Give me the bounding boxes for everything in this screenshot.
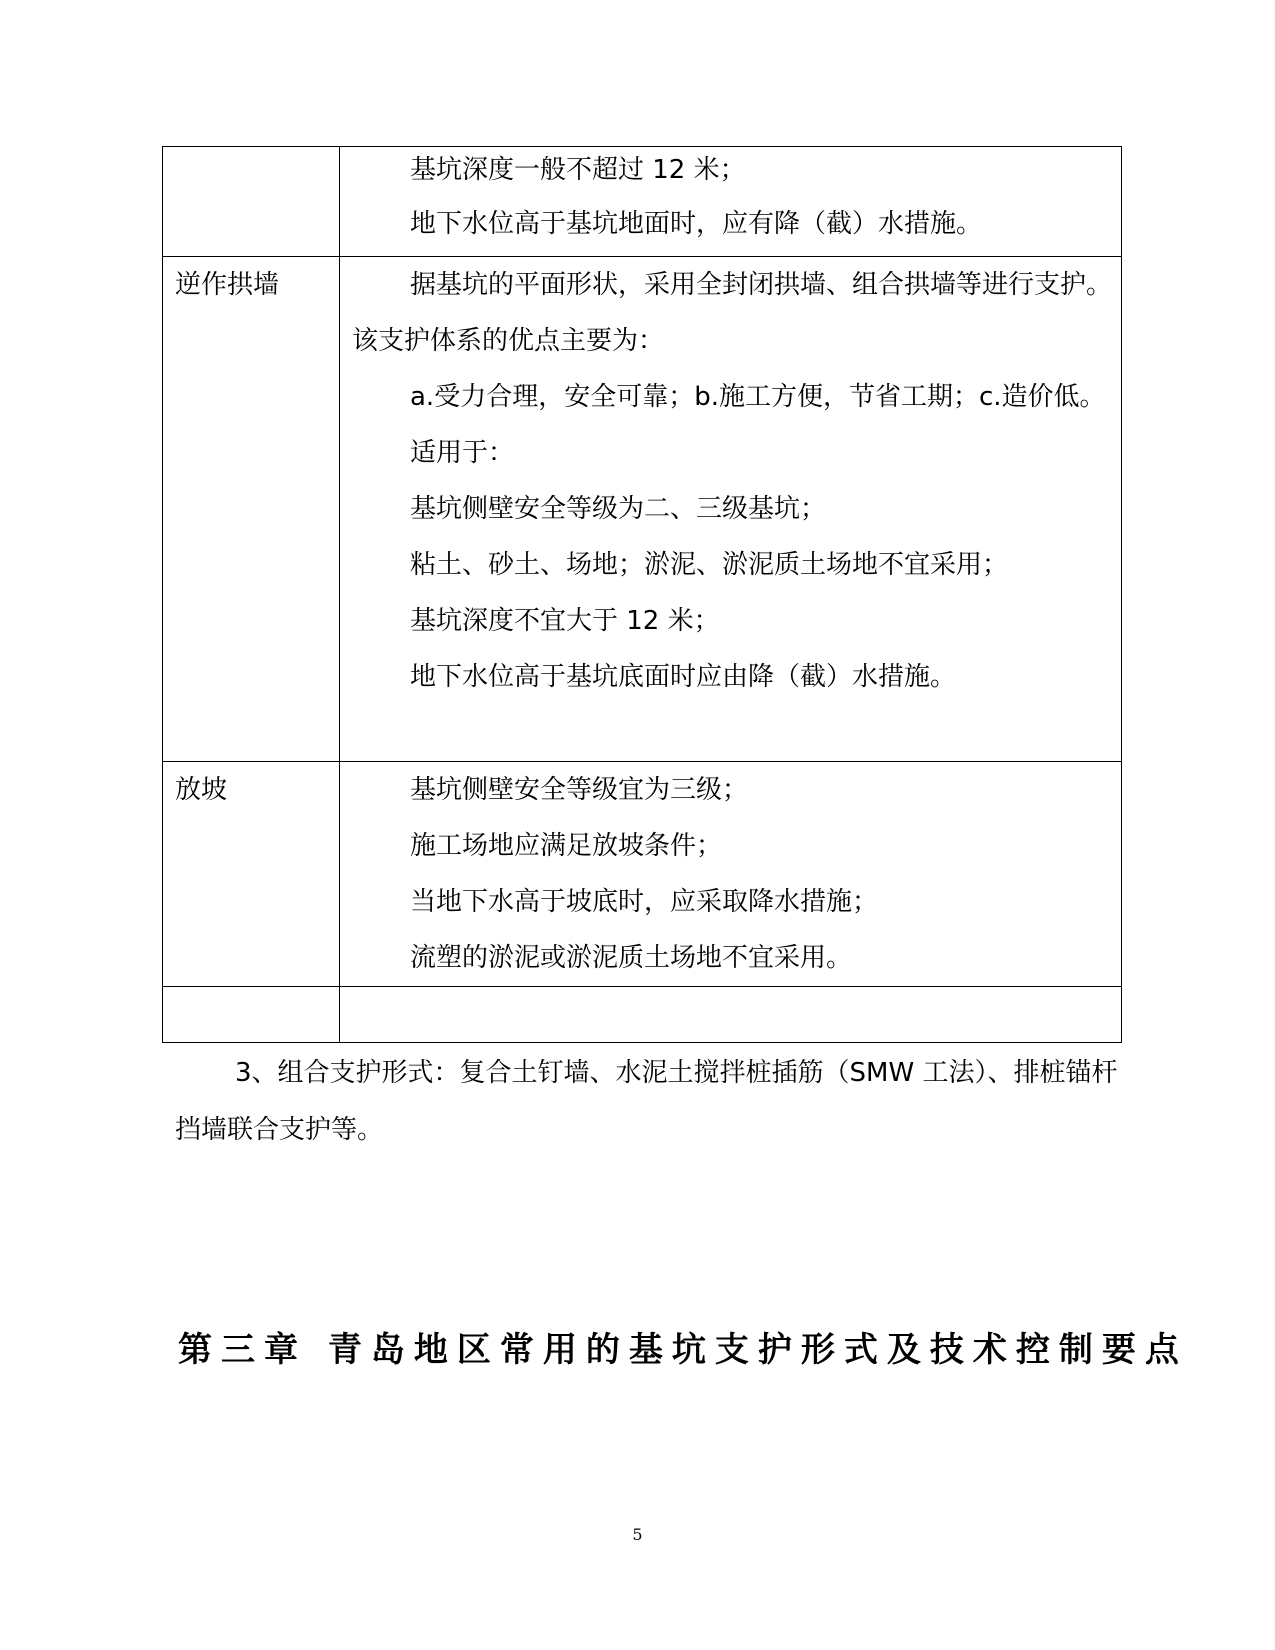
- description-line: 基坑深度不宜大于 12 米；: [410, 606, 720, 636]
- description-line: 当地下水高于坡底时，应采取降水措施；: [410, 887, 879, 917]
- support-type-cell: [163, 147, 340, 257]
- description-paragraph: a.受力合理，安全可靠；b.施工方便，节省工期；c.造价低。: [410, 382, 1106, 412]
- description-line: 施工场地应满足放坡条件；: [410, 831, 723, 861]
- page-number: 5: [632, 1525, 643, 1544]
- table-row: [163, 257, 1122, 762]
- table-row: [163, 762, 1122, 987]
- support-type-cell: 逆作拱墙: [163, 257, 340, 762]
- description-cell: [340, 147, 1122, 257]
- table-row: [163, 987, 1122, 1043]
- description-cell: [340, 257, 1122, 762]
- description-line: 地下水位高于基坑底面时应由降（截）水措施。: [410, 662, 957, 692]
- description-line: 粘土、砂土、场地；淤泥、淤泥质土场地不宜采用；: [410, 550, 1009, 580]
- description-line: 基坑侧壁安全等级宜为三级；: [410, 775, 749, 805]
- description-line: 基坑侧壁安全等级为二、三级基坑；: [410, 494, 827, 524]
- support-type-cell: 放坡: [163, 762, 340, 987]
- combined-support-paragraph: [175, 1045, 1125, 1159]
- support-forms-table: [162, 146, 1122, 1043]
- paragraph-text: 3、组合支护形式：复合土钉墙、水泥土搅拌桩插筋（SMW 工法）、排桩锚杆挡墙联合支护等。: [175, 1058, 1118, 1145]
- table-row: [163, 147, 1122, 257]
- description-paragraph: 据基坑的平面形状，采用全封闭拱墙、组合拱墙等进行支护。该支护体系的优点主要为：: [352, 270, 1113, 356]
- description-line: 基坑深度一般不超过 12 米；: [410, 155, 746, 185]
- chapter-title: 第三章 青岛地区常用的基坑支护形式及技术控制要点: [178, 1330, 1188, 1370]
- description-line: 地下水位高于基坑地面时，应有降（截）水措施。: [410, 209, 983, 239]
- description-cell: [340, 762, 1122, 987]
- support-type-cell: [163, 987, 340, 1043]
- description-line: 适用于：: [410, 438, 515, 468]
- description-cell: [340, 987, 1122, 1043]
- description-line: 流塑的淤泥或淤泥质土场地不宜采用。: [410, 943, 853, 973]
